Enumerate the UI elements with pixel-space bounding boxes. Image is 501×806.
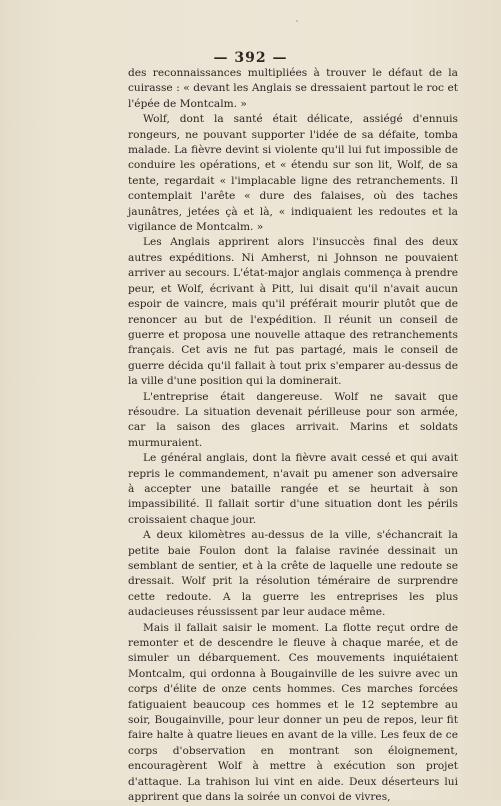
paragraph: Le général anglais, dont la fièvre avait cessé et qui avait repris le commandement, n'avait pu amener son adversaire à accepter une bataille rangée et se heurtait à son impassibilité. Il fallait sortir d'une situation dont les périls croissaient chaque jour. — [128, 452, 458, 526]
paragraph: des reconnaissances multipliées à trouver le défaut de la cuirasse : « devant les Anglais se dressaient partout le roc et l'épée de Montcalm. » — [128, 67, 458, 110]
paragraph: A deux kilomètres au-dessus de la ville, s'échancrait la petite baie Foulon dont la falaise ravinée dessinait un semblant de sentier, et à la crête de laquelle une redoute se dressait. Wolf prit la résolution téméraire de surprendre cette redoute. A la guerre les entreprises les plus audacieuses réussissent par leur audace même. — [128, 529, 458, 619]
page-number: — 392 — — [213, 50, 288, 66]
paragraph: Les Anglais apprirent alors l'insuccès final des deux autres expéditions. Ni Amherst, ni Johnson ne pouvaient arriver au secours. L'état-major anglais commença à prendre peur, et Wolf, écrivant à Pitt, lui disait qu'il n'avait aucun espoir de vaincre, mais qu'il préférait mourir plutôt que de renoncer au but de l'expédition. Il réunit un conseil de guerre et proposa une nouvelle attaque des retranchements français. Cet avis ne fut pas partagé, mais le conseil de guerre décida qu'il fallait à tout prix s'emparer au-dessus de la ville d'une position qui la dominerait. — [128, 236, 458, 388]
paragraph: L'entreprise était dangereuse. Wolf ne savait que résoudre. La situation devenait périlleuse pour son armée, car la saison des glaces arrivait. Marins et soldats murmuraient. — [128, 390, 458, 449]
body-text — [128, 66, 458, 806]
paragraph: Wolf, dont la santé était délicate, assiégé d'ennuis rongeurs, ne pouvant supporter l'idée de sa défaite, tomba malade. La fièvre devint si violente qu'il lui fut impossible de conduire les opérations, et « étendu sur son lit, Wolf, de sa tente, regardait « l'implacable ligne des retranchements. Il contemplait l'arête « dure des falaises, où des taches jaunâtres, jetées çà et là, « indiquaient les redoutes et la vigilance de Montcalm. » — [128, 113, 458, 234]
paper-spot — [142, 685, 145, 688]
paper-spot — [296, 20, 298, 22]
paragraph: Mais il fallait saisir le moment. La flotte reçut ordre de remonter et de descendre le fleuve à chaque marée, et de simuler un débarquement. Ces mouvements inquiétaient Montcalm, qui ordonna à Bougainville de les suivre avec un corps d'élite de onze cents hommes. Ces marches forcées fatiguaient beaucoup ces hommes et le 12 septembre au soir, Bougainville, pour leur donner un peu de repos, leur fit faire halte à quatre lieues en avant de la ville. Les feux de ce corps d'observation en montrant son éloignement, encouragèrent Wolf à mettre à exécution son projet d'attaque. La trahison lui vint en aide. Deux déserteurs lui apprirent que dans la soirée un convoi de vivres, — [128, 621, 458, 804]
